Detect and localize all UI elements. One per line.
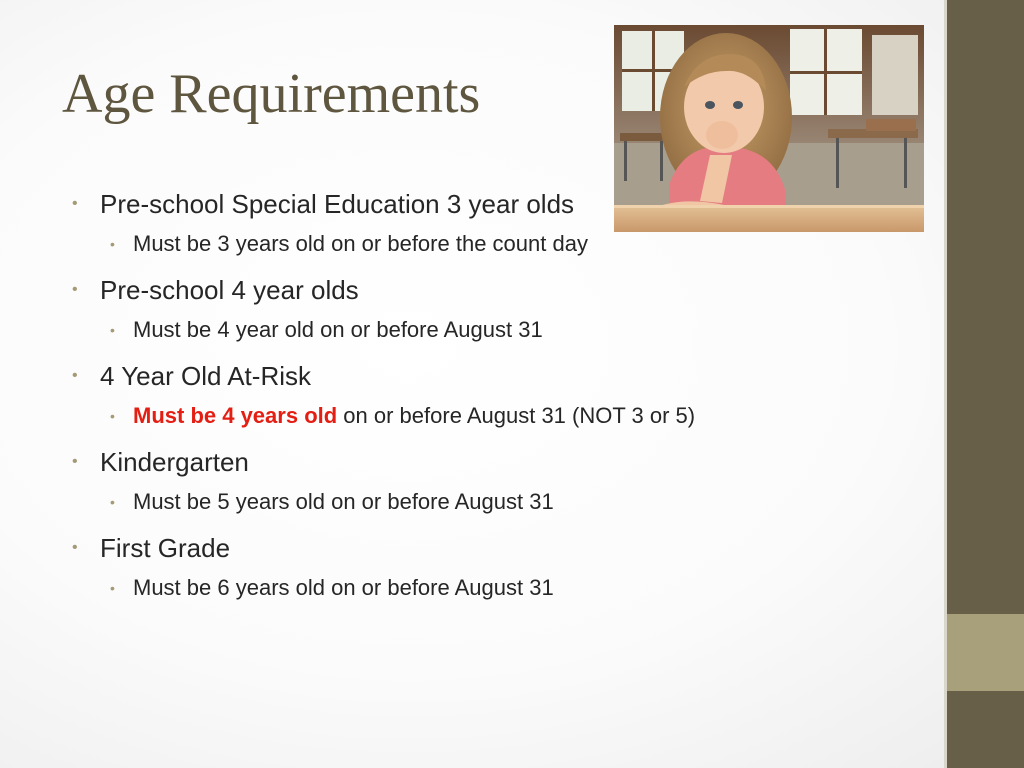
emphasis-text: Must be 4 years old — [133, 403, 338, 428]
sub-bullet-text: Must be 6 years old on or before August 31 — [133, 575, 554, 600]
bullet-text: First Grade — [100, 533, 231, 563]
bullet-text: 4 Year Old At-Risk — [100, 361, 311, 391]
bullet-text: Pre-school Special Education 3 year olds — [100, 189, 575, 219]
bullet-icon: • — [72, 367, 78, 384]
decorative-sidebar-accent — [947, 614, 1024, 691]
bullet-text: Pre-school 4 year olds — [100, 275, 359, 305]
sub-bullet-text: on or before August 31 (NOT 3 or 5) — [337, 403, 696, 428]
slide-title: Age Requirements — [62, 63, 481, 125]
bullet-icon: • — [72, 453, 78, 470]
sub-bullet-text: Must be 5 years old on or before August 31 — [133, 489, 554, 514]
sub-bullet-text: Must be 3 years old on or before the count day — [133, 231, 588, 256]
sub-bullet-text: Must be 4 year old on or before August 31 — [133, 317, 543, 342]
sub-bullet-item — [72, 315, 812, 358]
bullet-icon: • — [110, 494, 115, 510]
sub-bullet-item — [72, 573, 812, 616]
bullet-item-at-risk — [72, 358, 812, 401]
sub-bullet-item — [72, 401, 812, 444]
bullet-icon: • — [72, 281, 78, 298]
bullet-item-preschool-4 — [72, 272, 812, 315]
bullet-item-kindergarten — [72, 444, 812, 487]
sub-bullet-item — [72, 229, 812, 272]
bullet-list — [72, 186, 812, 616]
bullet-icon: • — [72, 539, 78, 556]
bullet-icon: • — [110, 580, 115, 596]
bullet-icon: • — [72, 195, 78, 212]
bullet-icon: • — [110, 236, 115, 252]
bullet-text: Kindergarten — [100, 447, 249, 477]
bullet-item-first-grade — [72, 530, 812, 573]
bullet-icon: • — [110, 322, 115, 338]
child-photo — [614, 25, 924, 232]
sub-bullet-item — [72, 487, 812, 530]
bullet-icon: • — [110, 408, 115, 424]
